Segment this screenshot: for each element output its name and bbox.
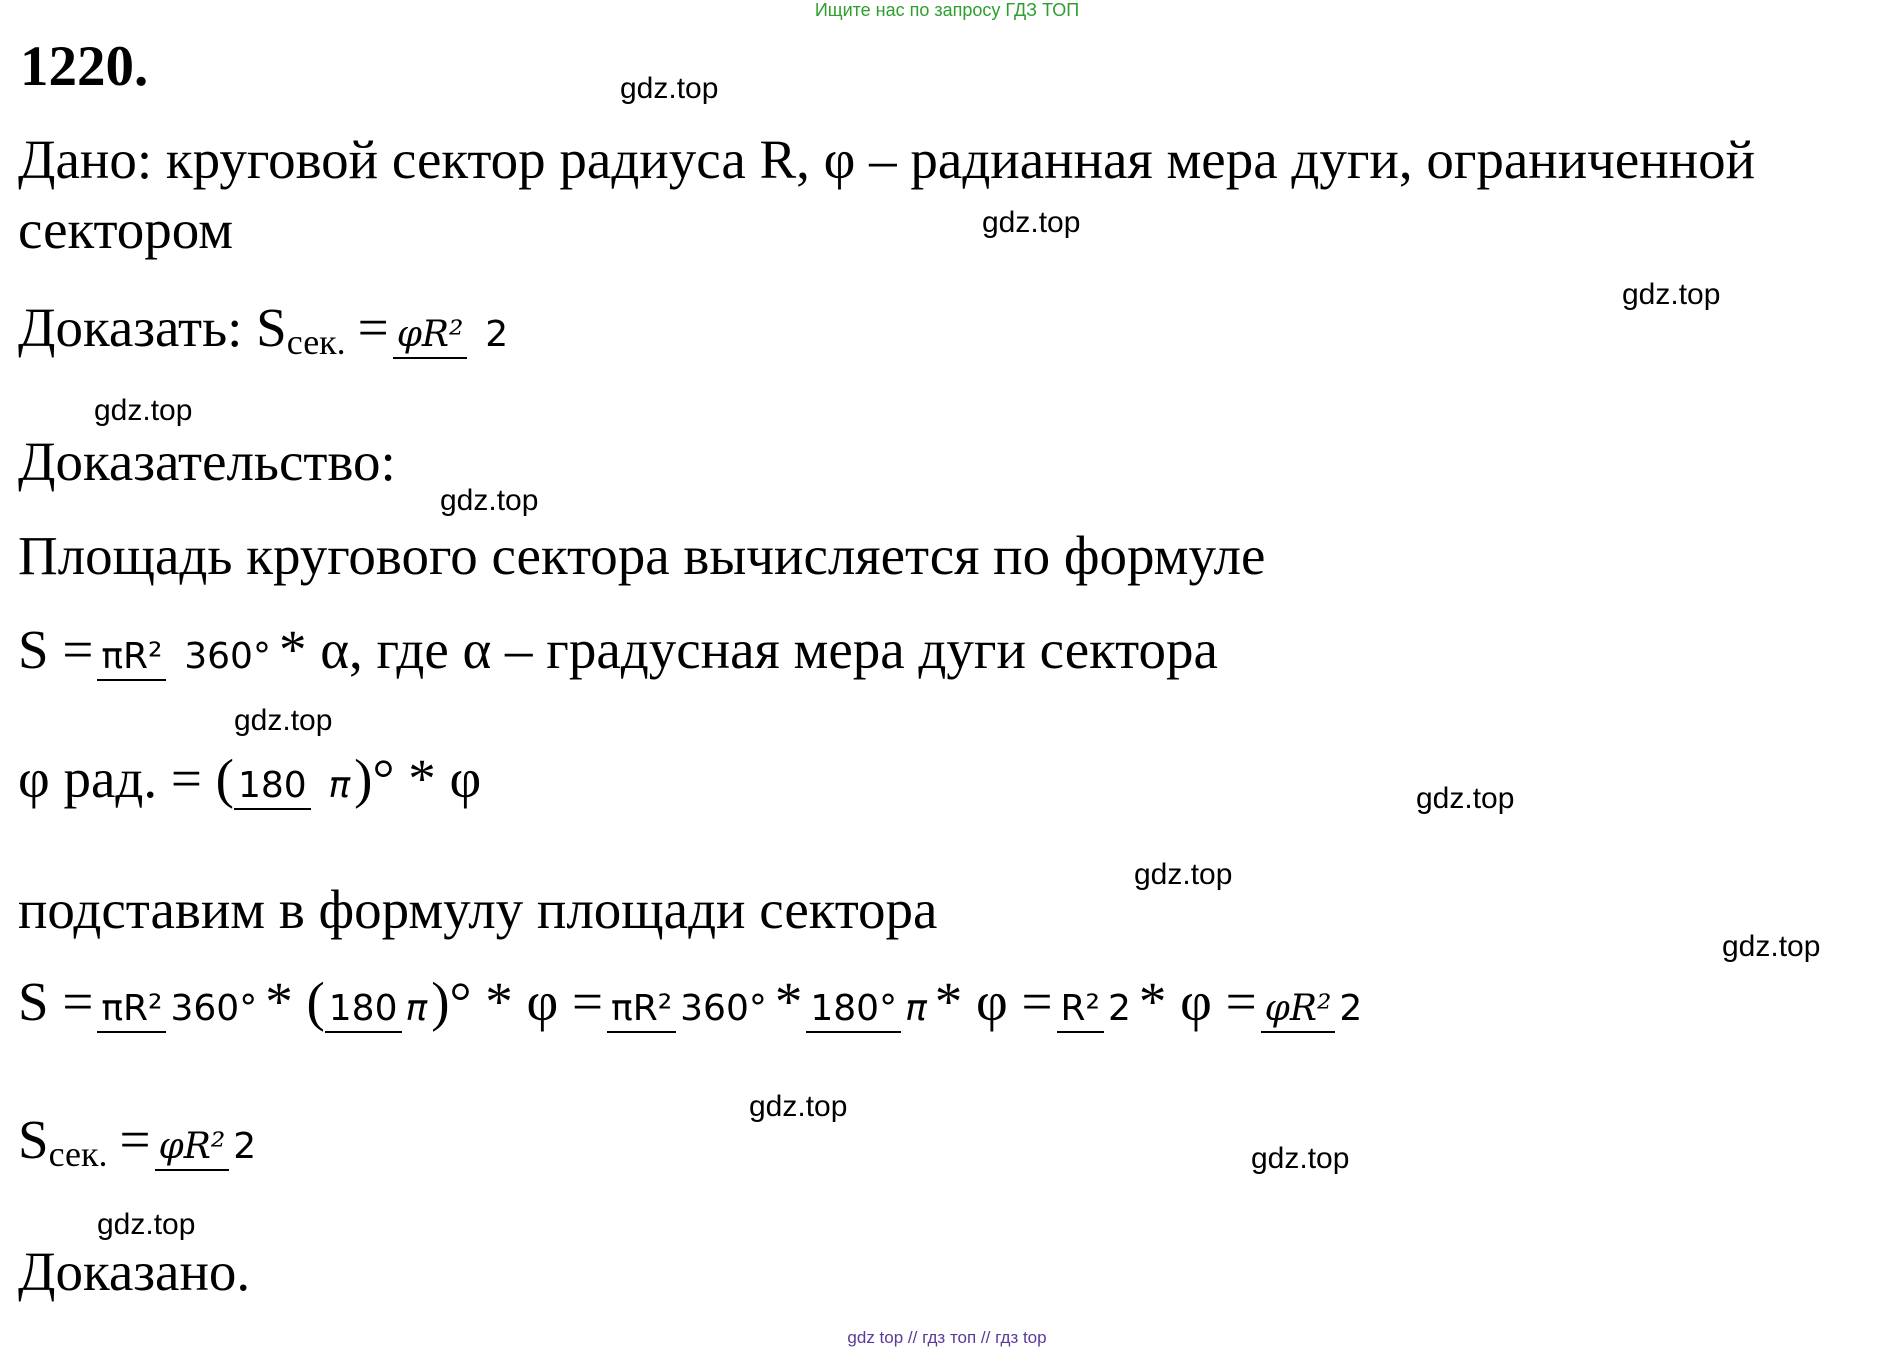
watermark: gdz.top — [234, 704, 333, 737]
formula-radian-conversion: φ рад. = ( 180 π )° * φ — [18, 748, 482, 809]
bottom-watermark-links: gdz top // гдз топ // гдз top — [847, 1328, 1047, 1347]
formula-intro: Площадь кругового сектора вычисляется по формуле — [18, 525, 1266, 586]
watermark: gdz.top — [982, 206, 1081, 239]
watermark: gdz.top — [1416, 782, 1515, 815]
watermark: gdz.top — [1622, 278, 1721, 311]
watermark: gdz.top — [1251, 1142, 1350, 1175]
prove-equals: = — [357, 297, 389, 358]
proof-label: Доказательство: — [18, 431, 396, 492]
proved-text: Доказано. — [18, 1241, 251, 1302]
watermark: gdz.top — [94, 394, 193, 427]
formula-sector-degrees: S = πR² 360° * α, где α – градусная мера дуги сектора — [18, 619, 1218, 680]
formula-derivation: S = πR² 360° * ( 180 π )° * φ = πR² 360° * 180° π * φ = R² 2 * φ = φR² 2 — [18, 971, 1363, 1032]
watermark: gdz.top — [1134, 858, 1233, 891]
prove-label: Доказать: S — [18, 297, 287, 358]
given-line-1: Дано: круговой сектор радиуса R, φ – радианная мера дуги, ограниченной — [18, 129, 1756, 190]
result-formula: S сек. = φR² 2 — [18, 1109, 257, 1174]
prove-statement — [18, 296, 516, 362]
watermark: gdz.top — [97, 1208, 196, 1241]
prove-fraction: φR² 2 — [393, 296, 512, 359]
top-search-hint: Ищите нас по запросу ГДЗ ТОП — [814, 0, 1080, 20]
fraction-180-pi: 180 π — [234, 747, 354, 810]
given-line-2: сектором — [18, 199, 234, 260]
fraction-pir2-360: πR² 360° — [97, 618, 275, 681]
prove-subscript: сек. — [286, 321, 346, 362]
task-number: 1220. — [20, 35, 149, 98]
watermark: gdz.top — [1722, 930, 1821, 963]
substitute-text: подставим в формулу площади сектора — [18, 879, 938, 940]
watermark: gdz.top — [620, 72, 719, 105]
watermark: gdz.top — [749, 1090, 848, 1123]
watermark: gdz.top — [440, 484, 539, 517]
